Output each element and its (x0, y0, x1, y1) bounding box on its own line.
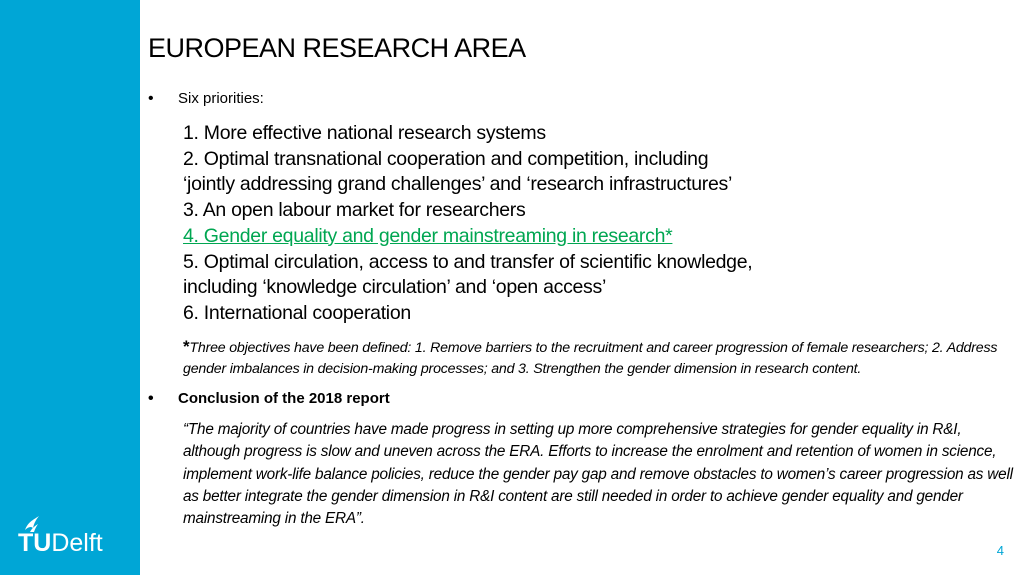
footnote (183, 336, 1013, 380)
page-title: EUROPEAN RESEARCH AREA (148, 33, 526, 63)
priority-item: including ‘knowledge circulation’ and ‘open access’ (183, 276, 606, 299)
sidebar-band (0, 0, 140, 575)
tudelft-logo (18, 514, 128, 560)
priority-item: 5. Optimal circulation, access to and transfer of scientific knowledge, (183, 250, 753, 273)
priority-item: ‘jointly addressing grand challenges’ and ‘research infrastructures’ (183, 173, 733, 196)
priority-item-highlighted-link[interactable]: 4. Gender equality and gender mainstreaming in research* (183, 224, 673, 247)
priority-item: 1. More effective national research systems (183, 122, 546, 144)
footnote-text: Three objectives have been defined: 1. Remove barriers to the recruitment and career progression of female researchers; 2. Address gender imbalances in decision-making processes; and 3. Strengthen the gender dimension in research content. (183, 340, 998, 377)
logo-delft: Delft (51, 529, 103, 557)
priority-item: 6. International cooperation (183, 301, 411, 324)
page-number: 4 (996, 543, 1004, 558)
priority-item: 3. An open labour market for researchers (183, 199, 526, 222)
bullet-marker: • (148, 390, 154, 407)
logo-tu: TU (18, 529, 52, 557)
bullet-marker: • (148, 90, 154, 107)
priority-item: 2. Optimal transnational cooperation and competition, including (183, 147, 709, 170)
report-quote: “The majority of countries have made progress in setting up more comprehensive strategies for gender equality in R&I, although progress is slow and uneven across the ERA. Efforts to increase the enrolment and retention of women in science, implement work-life balance policies, reduce the gender pay gap and remove obstacles to women’s career progression as well as better integrate the gender dimension in R&I content are still needed in order to achieve gender equality and gender mainstreaming in the ERA”. (183, 421, 1013, 528)
priorities-list (183, 121, 752, 327)
bullet-priorities-label: Six priorities: (178, 90, 264, 107)
logo-wordmark (18, 528, 103, 558)
bullet-conclusion-label: Conclusion of the 2018 report (178, 390, 390, 407)
footnote-marker: * (183, 337, 190, 356)
